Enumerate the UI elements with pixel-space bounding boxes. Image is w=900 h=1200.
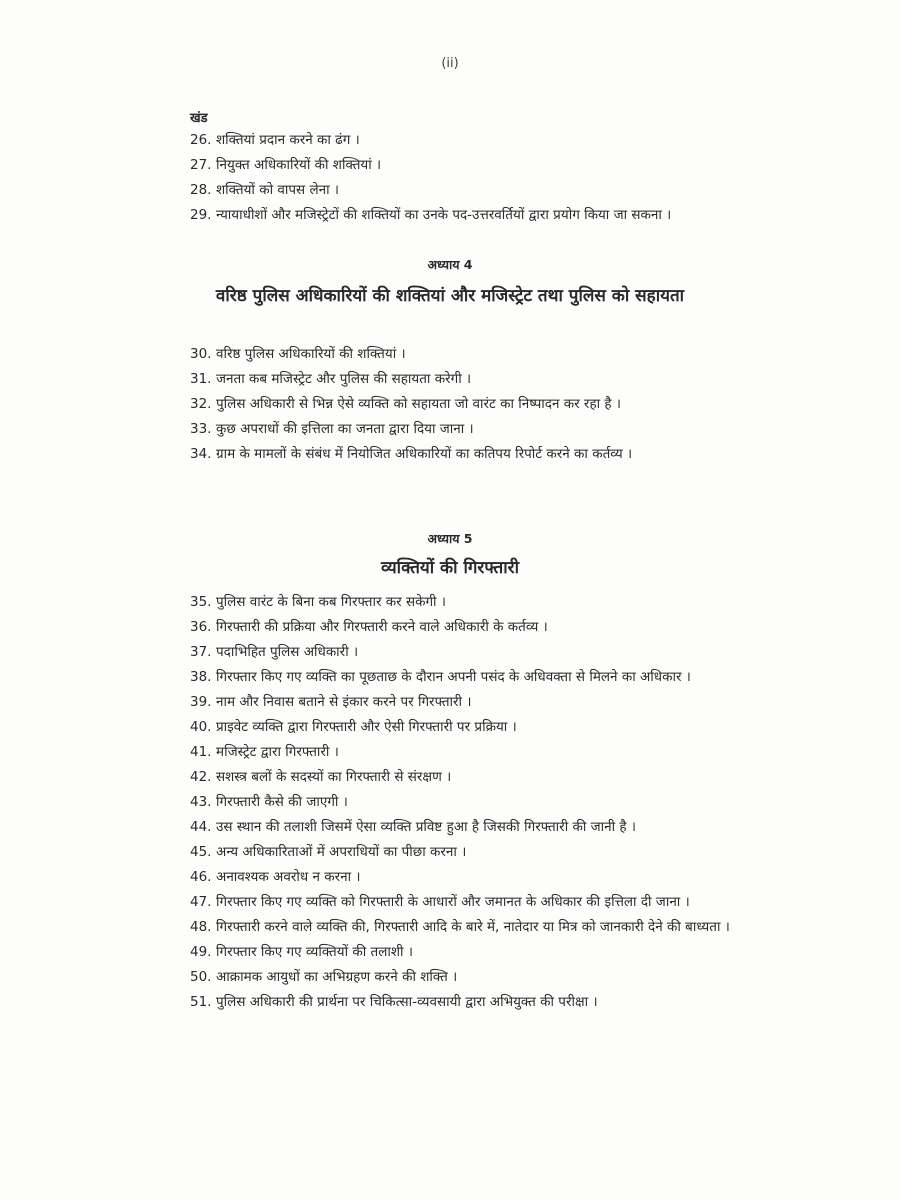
list-item <box>190 790 730 815</box>
list-item <box>190 590 730 615</box>
list-item <box>190 128 730 153</box>
item-text: गिरफ्तारी करने वाले व्यक्ति की, गिरफ्तारी आदि के बारे में, नातेदार या मित्र को जानकारी देने की बाध्यता । <box>216 919 730 935</box>
item-number: 39. <box>190 694 212 710</box>
item-text: अनावश्यक अवरोध न करना । <box>216 869 361 885</box>
item-number: 30. <box>190 346 212 362</box>
item-text: गिरफ्तारी की प्रक्रिया और गिरफ्तारी करने वाले अधिकारी के कर्तव्य । <box>216 619 548 635</box>
item-number: 40. <box>190 719 212 735</box>
list-item <box>190 442 730 467</box>
list-item <box>190 765 730 790</box>
chapter-4-list <box>190 342 730 467</box>
item-number: 32. <box>190 396 212 412</box>
item-text: जनता कब मजिस्ट्रेट और पुलिस की सहायता करेगी । <box>216 371 472 387</box>
list-item <box>190 715 730 740</box>
item-number: 46. <box>190 869 212 885</box>
item-number: 42. <box>190 769 212 785</box>
item-number: 45. <box>190 844 212 860</box>
item-text: शक्तियों को वापस लेना । <box>216 182 340 198</box>
list-item <box>190 990 730 1015</box>
khand-heading: खंड <box>190 111 208 126</box>
item-text: नाम और निवास बताने से इंकार करने पर गिरफ्तारी । <box>216 694 472 710</box>
list-item <box>190 865 730 890</box>
list-item <box>190 840 730 865</box>
item-number: 27. <box>190 157 212 173</box>
list-item <box>190 203 730 228</box>
item-text: पुलिस अधिकारी से भिन्न ऐसे व्यक्ति को सहायता जो वारंट का निष्पादन कर रहा है । <box>216 396 621 412</box>
chapter-4-label: अध्याय 4 <box>427 257 473 272</box>
item-number: 33. <box>190 421 212 437</box>
item-number: 49. <box>190 944 212 960</box>
item-text: सशस्त्र बलों के सदस्यों का गिरफ्तारी से संरक्षण । <box>216 769 452 785</box>
list-item <box>190 740 730 765</box>
list-item <box>190 940 730 965</box>
section-a-list <box>190 128 730 228</box>
list-item <box>190 153 730 178</box>
list-item <box>190 367 730 392</box>
item-text: नियुक्त अधिकारियों की शक्तियां । <box>216 157 382 173</box>
item-number: 35. <box>190 594 212 610</box>
list-item <box>190 890 730 915</box>
item-text: गिरफ्तार किए गए व्यक्ति को गिरफ्तारी के आधारों और जमानत के अधिकार की इत्तिला दी जाना । <box>216 894 690 910</box>
item-text: कुछ अपराधों की इत्तिला का जनता द्वारा दिया जाना । <box>216 421 474 437</box>
chapter-5-label: अध्याय 5 <box>427 531 473 546</box>
list-item <box>190 417 730 442</box>
item-number: 47. <box>190 894 212 910</box>
list-item <box>190 640 730 665</box>
item-text: आक्रामक आयुधों का अभिग्रहण करने की शक्ति । <box>216 969 458 985</box>
item-text: वरिष्ठ पुलिस अधिकारियों की शक्तियां । <box>216 346 406 362</box>
item-number: 44. <box>190 819 212 835</box>
item-text: गिरफ्तार किए गए व्यक्तियों की तलाशी । <box>216 944 413 960</box>
item-text: पुलिस अधिकारी की प्रार्थना पर चिकित्सा-व्यवसायी द्वारा अभियुक्त की परीक्षा । <box>216 994 598 1010</box>
chapter-4-title: वरिष्ठ पुलिस अधिकारियों की शक्तियां और मजिस्ट्रेट तथा पुलिस को सहायता <box>215 286 685 306</box>
item-text: अन्य अधिकारिताओं में अपराधियों का पीछा करना । <box>216 844 467 860</box>
list-item <box>190 342 730 367</box>
item-number: 29. <box>190 207 212 223</box>
item-number: 51. <box>190 994 212 1010</box>
list-item <box>190 915 730 940</box>
list-item <box>190 615 730 640</box>
item-text: न्यायाधीशों और मजिस्ट्रेटों की शक्तियों का उनके पद-उत्तरवर्तियों द्वारा प्रयोग किया जा सकना । <box>216 207 672 223</box>
item-text: मजिस्ट्रेट द्वारा गिरफ्तारी । <box>216 744 339 760</box>
page-number: (ii) <box>441 56 459 71</box>
list-item <box>190 178 730 203</box>
item-text: शक्तियां प्रदान करने का ढंग । <box>216 132 360 148</box>
item-text: प्राइवेट व्यक्ति द्वारा गिरफ्तारी और ऐसी गिरफ्तारी पर प्रक्रिया । <box>216 719 517 735</box>
item-text: गिरफ्तार किए गए व्यक्ति का पूछताछ के दौरान अपनी पसंद के अधिवक्ता से मिलने का अधिकार । <box>216 669 691 685</box>
item-number: 36. <box>190 619 212 635</box>
item-text: उस स्थान की तलाशी जिसमें ऐसा व्यक्ति प्रविष्ट हुआ है जिसकी गिरफ्तारी की जानी है । <box>216 819 637 835</box>
list-item <box>190 965 730 990</box>
item-number: 31. <box>190 371 212 387</box>
chapter-5-title: व्यक्तियों की गिरफ्तारी <box>381 558 519 578</box>
item-number: 43. <box>190 794 212 810</box>
list-item <box>190 690 730 715</box>
list-item <box>190 665 730 690</box>
item-number: 50. <box>190 969 212 985</box>
item-text: ग्राम के मामलों के संबंध में नियोजित अधिकारियों का कतिपय रिपोर्ट करने का कर्तव्य । <box>216 446 633 462</box>
item-number: 38. <box>190 669 212 685</box>
item-text: पुलिस वारंट के बिना कब गिरफ्तार कर सकेगी । <box>216 594 446 610</box>
item-number: 26. <box>190 132 212 148</box>
item-number: 41. <box>190 744 212 760</box>
list-item <box>190 392 730 417</box>
item-number: 48. <box>190 919 212 935</box>
item-number: 37. <box>190 644 212 660</box>
chapter-5-list <box>190 590 730 1015</box>
item-text: गिरफ्तारी कैसे की जाएगी । <box>216 794 348 810</box>
item-number: 34. <box>190 446 212 462</box>
item-number: 28. <box>190 182 212 198</box>
list-item <box>190 815 730 840</box>
item-text: पदाभिहित पुलिस अधिकारी । <box>216 644 359 660</box>
